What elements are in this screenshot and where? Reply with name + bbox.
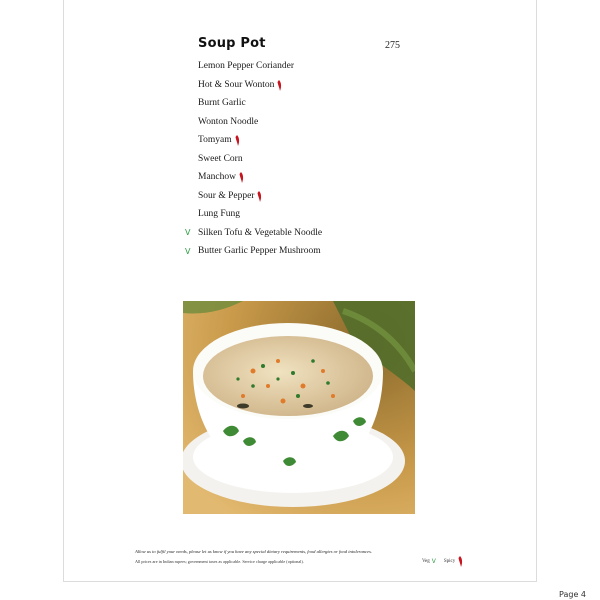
page-number: Page 4 [559,590,586,599]
menu-item-name: Tomyam [198,135,232,146]
veg-v-icon: V [431,557,436,565]
section-price: 275 [385,40,400,51]
menu-item-name: Sour & Pepper [198,190,255,201]
menu-item [185,242,322,261]
dietary-note: Allow us to fulfil your needs, please let us know if you have any special dietary requirements, food allergies or food intolerances. [135,549,373,554]
legend [422,556,462,566]
menu-item [185,205,322,224]
menu-item [185,131,322,150]
menu-item-name: Lung Fung [198,209,240,220]
menu-item [185,150,322,169]
menu-item [185,113,322,132]
menu-item-name: Sweet Corn [198,153,243,164]
chili-icon [277,80,281,90]
chili-icon [458,556,462,566]
chili-icon [257,191,261,201]
menu-item [185,224,322,243]
menu-item [185,168,322,187]
menu-item [185,76,322,95]
veg-v-icon: V [185,228,191,238]
menu-item-name: Silken Tofu & Vegetable Noodle [198,227,323,238]
menu-item-name: Manchow [198,172,236,183]
legend-spicy-label: Spicy [443,558,456,564]
menu-item [185,57,322,76]
menu-item-name: Wonton Noodle [198,116,259,127]
menu-item-name: Hot & Sour Wonton [198,79,275,90]
menu-list [185,57,322,261]
section-title: Soup Pot [198,36,266,51]
chili-icon [235,135,239,145]
menu-item-name: Butter Garlic Pepper Mushroom [198,246,321,257]
menu-item-name: Burnt Garlic [198,98,246,109]
legend-veg-label: Veg [422,558,430,564]
menu-item [185,187,322,206]
pricing-note: All prices are in Indian rupees; government taxes as applicable. Service charge applicable (optional). [135,559,304,564]
veg-v-icon: V [185,246,191,256]
menu-item [185,94,322,113]
soup-photo [183,301,415,514]
menu-item-name: Lemon Pepper Coriander [198,61,295,72]
chili-icon [239,172,243,182]
